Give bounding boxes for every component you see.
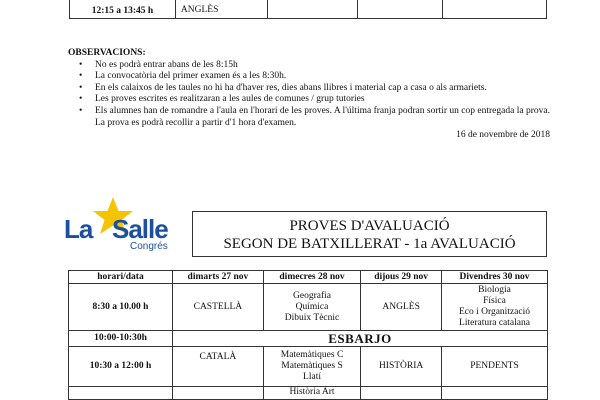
column-header: horari/data [69,271,173,284]
exam-schedule-table [68,270,548,400]
schedule-cell [268,0,357,19]
list-item: • Els alumnes han de romandre a l'aula en l'horari de les proves. A l'última franja podran sortir un cop entregada la prova. La prova es podrà recollir a partir d'1 hora d'examen. [95,106,550,129]
table-row [69,387,548,400]
schedule-cell: PENDENTS [441,347,547,387]
title-line-1: PROVES D'AVALUACIÓ [289,218,450,234]
schedule-cell: HISTÒRIA [361,347,442,387]
subject: Matemàtiques C [280,350,344,360]
column-header: dijous 29 nov [361,271,442,284]
list-item: • La convocatòria del primer examen és a les 8:30h. [95,71,550,83]
schedule-cell: ANGLÈS [175,0,268,19]
subject: Química [295,301,329,312]
time-cell: 10:30 a 12:00 h [69,347,173,387]
title-line-2: SEGON DE BATXILLERAT - 1a AVALUACIÓ [223,236,516,252]
list-item: • Les proves escrites es realitzaran a les aules de comunes / grup tutories [95,94,550,106]
schedule-cell: CATALÀ [173,347,264,387]
subject: Física [483,296,506,306]
subject: Literatura catalana [459,318,530,328]
list-item: • No es podrà entrar abans de les 8:15h [95,60,550,72]
time-cell [69,387,173,400]
table-row [69,347,548,387]
observations-list [68,60,550,130]
schedule-cell [441,387,547,400]
subject: Biologia [478,285,511,295]
column-header: Divendres 30 nov [441,271,547,284]
break-label: ESBARJO [173,331,548,347]
observations-title: OBSERVACIONS: [68,48,146,58]
schedule-cell [443,0,547,19]
schedule-cell [357,0,442,19]
table-row [70,0,547,19]
subject: Dibuix Tècnic [284,312,340,323]
document-date: 16 de novembre de 2018 [456,130,550,141]
observations-section [68,48,550,142]
previous-schedule-table [69,0,547,19]
schedule-cell [263,284,360,331]
time-cell: 12:15 a 13:45 h [70,0,176,19]
subject: Eco i Organització [458,307,530,317]
subject: Llatí [303,372,321,382]
table-row [69,284,548,331]
break-row [69,331,548,347]
exam-title-box [192,211,547,257]
schedule-cell [441,284,547,331]
column-header: dimarts 27 nov [173,271,264,284]
schedule-cell [361,387,442,400]
schedule-cell [173,387,264,400]
time-cell: 10:00-10:30h [69,331,173,347]
column-header: dimecres 28 nov [263,271,360,284]
list-item: • En els calaixos de les taules no hi ha d'haver res, dies abans llibres i material cap a casa o als armariets. [95,83,550,95]
la-salle-logo [60,195,182,255]
logo-text-salle: Salle [112,214,168,244]
subject: Matemàtiques S [281,361,343,371]
header-row [69,271,548,284]
schedule-cell: CASTELLÀ [173,284,264,331]
logo-text-congres: Congrés [130,241,168,252]
subject: Geografia [293,290,332,301]
schedule-cell: ANGLÈS [361,284,442,331]
logo-text-la: La [64,214,93,244]
schedule-cell: Història Art [263,387,360,400]
schedule-cell [263,347,360,387]
time-cell: 8:30 a 10.00 h [69,284,173,331]
